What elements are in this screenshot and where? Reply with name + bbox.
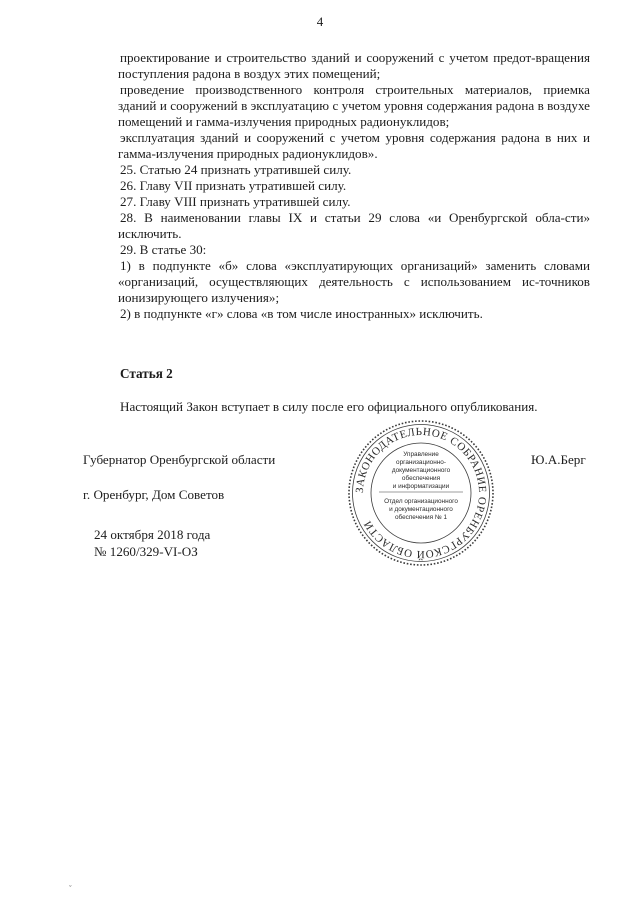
item-29: 29. В статье 30:	[120, 242, 207, 257]
seal-line: обеспечения № 1	[394, 514, 448, 521]
item-27: 27. Главу VIII признать утратившей силу.	[120, 194, 351, 209]
seal-line: Управление	[403, 451, 439, 458]
paragraph-operation: эксплуатация зданий и сооружений с учетом уровня содержания радона в них и гамма-излучения природных радионуклидов».	[118, 130, 590, 161]
official-seal	[346, 418, 496, 568]
seal-line: и документационного	[389, 506, 453, 513]
document-body	[118, 50, 590, 322]
item-25: 25. Статью 24 признать утратившей силу.	[120, 162, 352, 177]
seal-outer-circle	[353, 425, 490, 562]
page-number: 4	[316, 14, 324, 29]
paragraph-production-control: проведение производственного контроля строительных материалов, приемка зданий и сооружений в эксплуатацию с учетом уровня содержания радона в воздухе помещений и гамма-излучения природных радионуклидов;	[118, 82, 590, 129]
seal-line: Отдел организационного	[384, 498, 458, 505]
signing-place: г. Оренбург, Дом Советов	[83, 487, 225, 502]
item-28: 28. В наименовании главы IX и статьи 29 слова «и Оренбургской обла-сти» исключить.	[118, 210, 590, 241]
article-heading: Статья 2	[120, 366, 173, 381]
paragraph-design: проектирование и строительство зданий и сооружений с учетом предот-вращения поступления радона в воздух этих помещений;	[118, 50, 590, 81]
seal-ring-text: ЗАКОНОДАТЕЛЬНОЕ СОБРАНИЕ ОРЕНБУРГСКОЙ ОБЛАСТИ	[353, 425, 489, 561]
seal-line: и информатизации	[392, 483, 450, 490]
item-29-subitem-2: 2) в подпункте «г» слова «в том числе иностранных» исключить.	[120, 306, 483, 321]
signing-date: 24 октября 2018 года	[94, 527, 211, 542]
seal-inner-circle	[371, 443, 471, 543]
seal-line: обеспечения	[401, 475, 441, 482]
law-number: № 1260/329-VI-ОЗ	[94, 544, 198, 559]
scan-mark: ˇ	[69, 884, 72, 893]
signer-name: Ю.А.Берг	[531, 452, 586, 467]
item-26: 26. Главу VII признать утратившей силу.	[120, 178, 347, 193]
item-29-subitem-1: 1) в подпункте «б» слова «эксплуатирующих организаций» заменить словами «организаций, осуществляющих деятельность с использованием ис-точников ионизирующего излучения»;	[118, 258, 590, 305]
seal-inner-text	[379, 451, 463, 521]
final-provision: Настоящий Закон вступает в силу после его официального опубликования.	[120, 399, 538, 414]
seal-line: организационно-	[396, 459, 446, 466]
seal-line: документационного	[391, 467, 451, 474]
governor-title: Губернатор Оренбургской области	[83, 452, 276, 467]
